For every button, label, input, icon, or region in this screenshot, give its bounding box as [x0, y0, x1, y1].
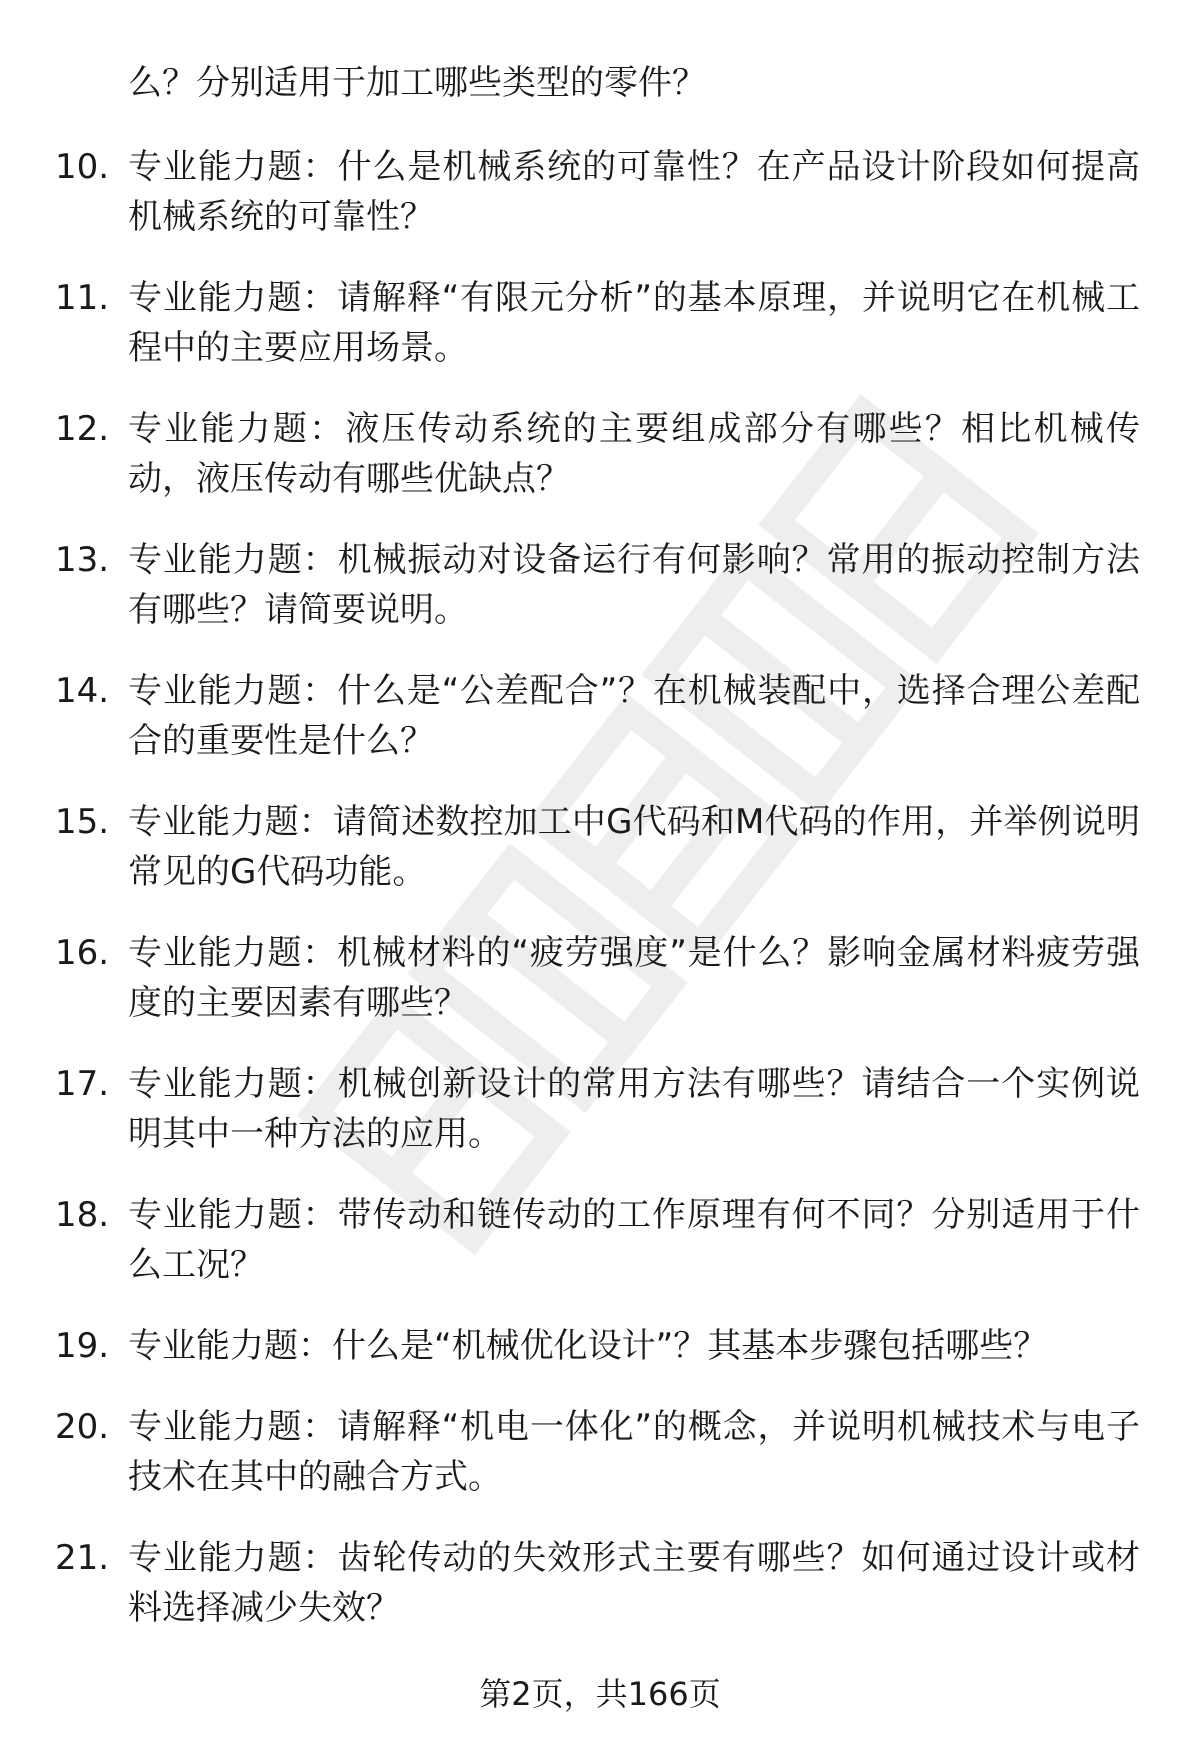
page-footer: 第2页，共166页 — [479, 1675, 721, 1713]
question-number: 17. — [55, 1064, 110, 1104]
question-item — [0, 797, 1200, 928]
question-text: 专业能力题：液压传动系统的主要组成部分有哪些？相比机械传动，液压传动有哪些优缺点？ — [128, 409, 1140, 499]
question-number: 12. — [55, 409, 110, 449]
question-item — [0, 1533, 1200, 1664]
question-item — [0, 1059, 1200, 1190]
question-item — [0, 1190, 1200, 1321]
question-number: 11. — [55, 278, 110, 318]
question-list — [0, 142, 1200, 1664]
question-item — [0, 666, 1200, 797]
question-text: 专业能力题：机械材料的“疲劳强度”是什么？影响金属材料疲劳强度的主要因素有哪些？ — [128, 933, 1140, 1023]
question-number: 15. — [55, 802, 110, 842]
question-text: 专业能力题：带传动和链传动的工作原理有何不同？分别适用于什么工况？ — [128, 1195, 1140, 1285]
question-item — [0, 1321, 1200, 1402]
question-text: 专业能力题：齿轮传动的失效形式主要有哪些？如何通过设计或材料选择减少失效？ — [128, 1538, 1140, 1628]
continuation-text: 么？分别适用于加工哪些类型的零件？ — [128, 63, 706, 103]
question-item — [0, 1402, 1200, 1533]
question-number: 13. — [55, 540, 110, 580]
question-item — [0, 142, 1200, 273]
question-text: 专业能力题：请解释“机电一体化”的概念，并说明机械技术与电子技术在其中的融合方式。 — [128, 1407, 1140, 1497]
question-number: 14. — [55, 671, 110, 711]
question-number: 20. — [55, 1407, 110, 1447]
question-text: 专业能力题：请简述数控加工中G代码和M代码的作用，并举例说明常见的G代码功能。 — [128, 802, 1140, 892]
question-text: 专业能力题：什么是“机械优化设计”？其基本步骤包括哪些？ — [128, 1326, 1048, 1366]
question-text: 专业能力题：请解释“有限元分析”的基本原理，并说明它在机械工程中的主要应用场景。 — [128, 278, 1140, 368]
question-text: 专业能力题：什么是机械系统的可靠性？在产品设计阶段如何提高机械系统的可靠性？ — [128, 147, 1140, 237]
question-number: 21. — [55, 1538, 110, 1578]
question-text: 专业能力题：机械振动对设备运行有何影响？常用的振动控制方法有哪些？请简要说明。 — [128, 540, 1140, 630]
question-item — [0, 928, 1200, 1059]
question-text: 专业能力题：机械创新设计的常用方法有哪些？请结合一个实例说明其中一种方法的应用。 — [128, 1064, 1140, 1154]
question-number: 19. — [55, 1326, 110, 1366]
question-number: 10. — [55, 147, 110, 187]
question-item — [0, 404, 1200, 535]
question-item — [0, 273, 1200, 404]
question-number: 16. — [55, 933, 110, 973]
question-number: 18. — [55, 1195, 110, 1235]
question-item — [0, 535, 1200, 666]
question-text: 专业能力题：什么是“公差配合”？在机械装配中，选择合理公差配合的重要性是什么？ — [128, 671, 1140, 761]
